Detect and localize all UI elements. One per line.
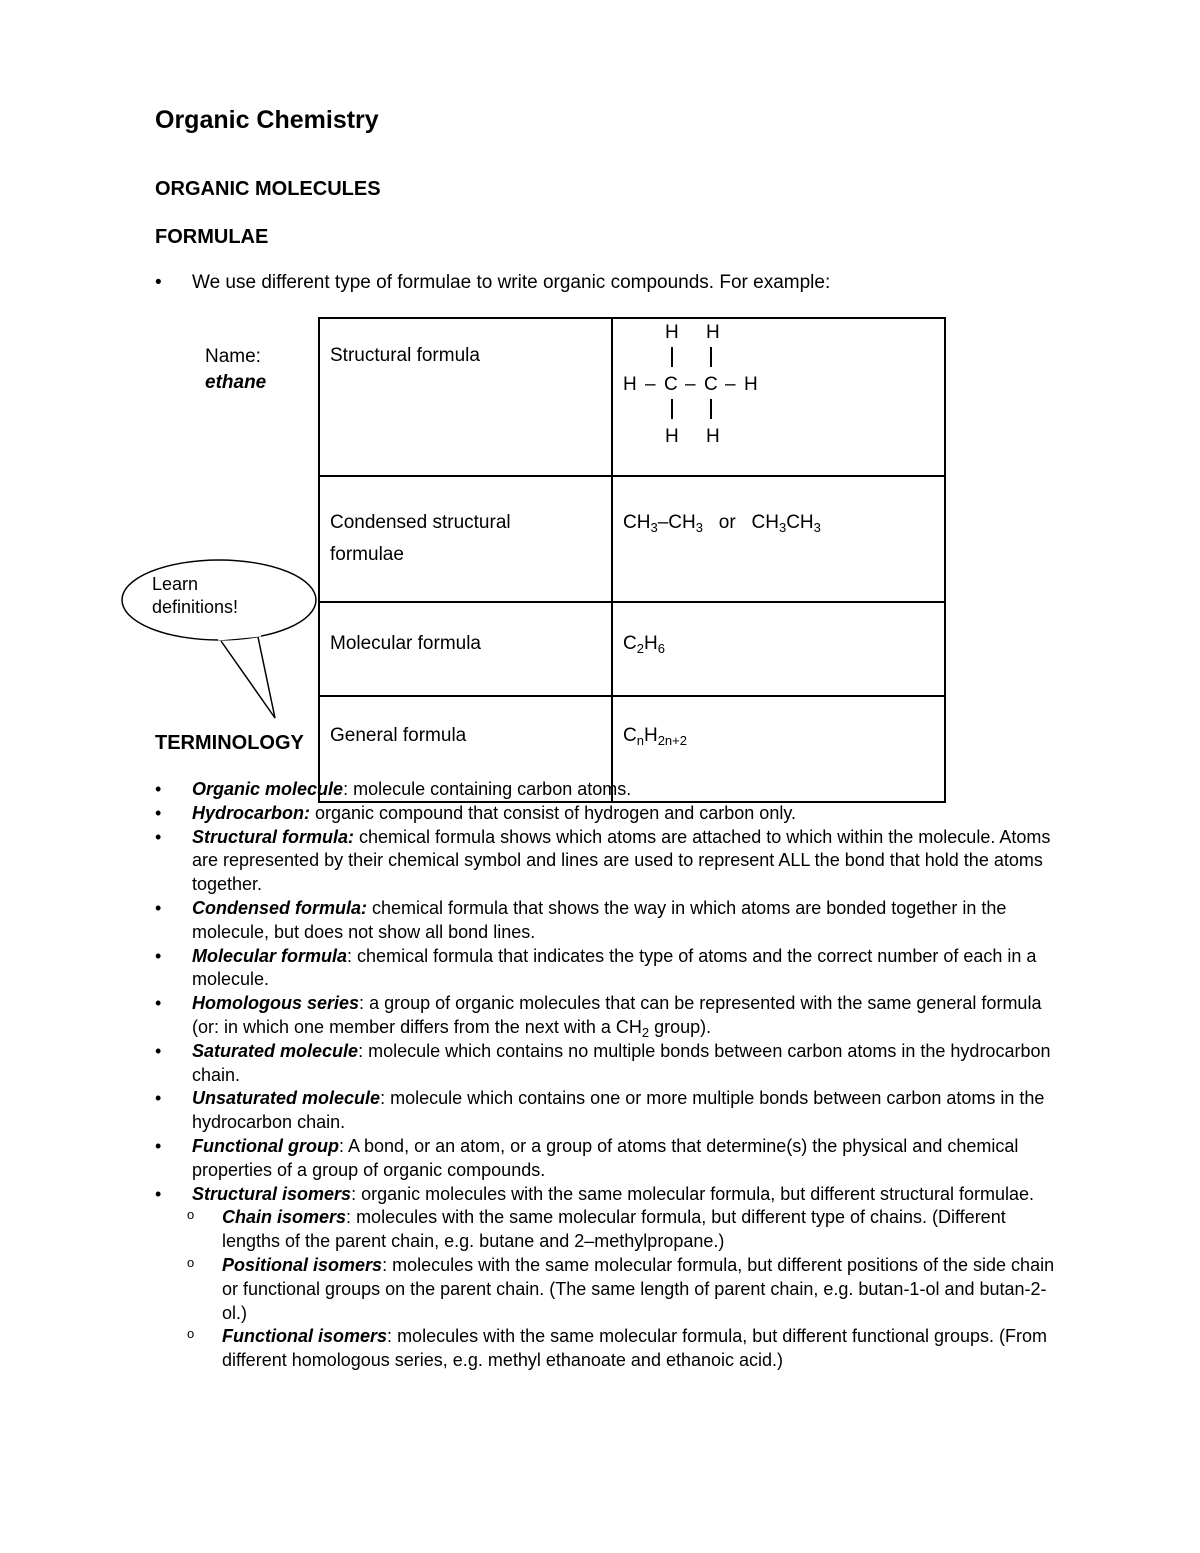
intro-text: We use different type of formulae to write organic compounds. For example:	[192, 272, 831, 293]
term-name: Structural formula:	[192, 826, 355, 847]
circle-bullet-icon: o	[187, 1207, 195, 1223]
subscript: 2	[641, 1024, 650, 1040]
condensed-formula-label	[319, 476, 612, 602]
sub-list-item	[155, 1206, 1055, 1254]
term-definition: molecules with the same molecular formula, but different positions of the side chain or functional groups on the parent chain. (The same length of parent chain, e.g. butan-1-ol and butan-2-ol.)	[222, 1254, 1055, 1323]
bullet-icon: •	[155, 826, 162, 847]
term-name: Positional isomers	[222, 1254, 383, 1275]
list-item	[155, 1135, 1055, 1183]
bubble-line2: definitions!	[152, 597, 239, 617]
term-definition: chemical formula that shows the way in which atoms are bonded together in the molecule, but does not show all bond lines.	[192, 897, 1007, 942]
bullet-icon: •	[155, 945, 162, 966]
atom-c: C	[704, 374, 718, 395]
list-item	[155, 945, 1055, 993]
term-definition: molecules with the same molecular formula, but different type of chains. (Different lengths of the parent chain, e.g. butane and 2–methylpropane.)	[222, 1207, 1006, 1252]
term-definition: A bond, or an atom, or a group of atoms that determine(s) the physical and chemical properties of a group of organic compounds.	[192, 1135, 1019, 1180]
term-definition-end: group).	[649, 1016, 712, 1037]
atom-c: C	[664, 374, 678, 395]
atom-h: H	[744, 374, 758, 395]
condensed-label-line2: formulae	[330, 544, 404, 565]
circle-bullet-icon: o	[187, 1254, 195, 1270]
term-name: Condensed formula:	[192, 897, 368, 918]
term-name: Structural isomers	[192, 1183, 352, 1204]
term-definition: organic molecules with the same molecular formula, but different structural formulae.	[356, 1183, 1035, 1204]
list-item	[155, 826, 1055, 897]
list-item	[155, 1087, 1055, 1135]
term-definition: molecule containing carbon atoms.	[348, 779, 632, 799]
bullet-icon: •	[155, 1135, 162, 1156]
term-definition: chemical formula that indicates the type of atoms and the correct number of each in a molecule.	[192, 945, 1037, 990]
condensed-label-line1: Condensed structural	[330, 512, 511, 533]
compound-name	[205, 344, 266, 396]
page-title: Organic Chemistry	[155, 106, 379, 134]
bond-line	[710, 347, 712, 367]
structural-formula-label: Structural formula	[319, 318, 612, 476]
bond-dash: –	[685, 374, 696, 395]
term-sep: :	[347, 945, 353, 966]
list-item	[155, 992, 1055, 1040]
formula-table	[318, 317, 946, 803]
structural-formula-diagram	[612, 318, 945, 476]
list-item	[155, 897, 1055, 945]
molecular-formula-value: $C_2H_6$	[612, 602, 945, 696]
general-formula-label: General formula	[319, 696, 612, 802]
bullet-icon: •	[155, 1183, 162, 1204]
term-sep: :	[359, 993, 365, 1014]
bullet-icon: •	[155, 1040, 162, 1061]
term-name: Unsaturated molecule	[192, 1088, 381, 1109]
circle-bullet-icon: o	[187, 1326, 195, 1342]
molecular-formula-label: Molecular formula	[319, 602, 612, 696]
list-item	[155, 1183, 1055, 1207]
term-name: Chain isomers	[222, 1207, 347, 1228]
list-item	[155, 778, 1055, 802]
bond-line	[710, 399, 712, 419]
bullet-icon: •	[155, 897, 162, 918]
term-name: Hydrocarbon:	[192, 802, 311, 823]
bullet-icon: •	[155, 272, 162, 293]
section-heading-terminology: TERMINOLOGY	[155, 732, 304, 754]
term-definition: molecule which contains one or more multiple bonds between carbon atoms in the hydrocarbon chain.	[192, 1088, 1045, 1133]
bullet-icon: •	[155, 1088, 162, 1109]
atom-h: H	[665, 426, 679, 447]
term-name: Functional isomers	[222, 1326, 388, 1347]
table-row-condensed	[319, 476, 945, 602]
name-value: ethane	[205, 372, 267, 393]
term-sep: :	[382, 1254, 388, 1275]
term-sep: :	[343, 779, 349, 799]
term-sep: :	[387, 1326, 393, 1347]
bond-dash: –	[645, 374, 656, 395]
bond-line	[671, 399, 673, 419]
sub-list-item	[155, 1254, 1055, 1325]
general-formula-value: $C_nH_{2n+2}$	[612, 696, 945, 802]
section-heading-organic-molecules: ORGANIC MOLECULES	[155, 178, 381, 200]
terminology-list	[155, 778, 1055, 1373]
term-definition: molecule which contains no multiple bonds between carbon atoms in the hydrocarbon chain.	[192, 1040, 1051, 1085]
term-name: Functional group	[192, 1135, 339, 1156]
section-heading-formulae: FORMULAE	[155, 226, 269, 248]
list-item	[155, 802, 1055, 826]
atom-h: H	[623, 374, 637, 395]
speech-bubble-text	[152, 573, 238, 619]
sub-list-item	[155, 1325, 1055, 1373]
list-item	[155, 1040, 1055, 1088]
atom-h: H	[706, 322, 720, 343]
bullet-icon: •	[155, 993, 162, 1014]
term-definition: organic compound that consist of hydrogen and carbon only.	[310, 802, 796, 823]
term-name: Saturated molecule	[192, 1040, 359, 1061]
condensed-formula-value: $CH_3-CH_3$ or $CH_3CH_3$	[612, 476, 945, 602]
bond-dash: –	[725, 374, 736, 395]
bubble-line1: Learn	[152, 574, 199, 594]
term-sep: :	[351, 1183, 357, 1204]
ethane-structure	[613, 319, 943, 451]
atom-h: H	[706, 426, 720, 447]
bullet-icon: •	[155, 779, 162, 799]
name-label: Name:	[205, 346, 261, 367]
table-row-structural	[319, 318, 945, 476]
intro-bullet	[155, 272, 830, 294]
term-name: Homologous series	[192, 993, 360, 1014]
term-definition: a group of organic molecules that can be represented with the same general formula (or: in which one member differs from the next with a CH	[192, 993, 1042, 1037]
term-sep: :	[346, 1207, 352, 1228]
table-row-molecular	[319, 602, 945, 696]
term-name: Organic molecule	[192, 779, 344, 799]
atom-h: H	[665, 322, 679, 343]
bullet-icon: •	[155, 802, 162, 823]
term-sep: :	[338, 1135, 344, 1156]
bond-line	[671, 347, 673, 367]
term-definition: molecules with the same molecular formula, but different functional groups. (From different homologous series, e.g. methyl ethanoate and ethanoic acid.)	[222, 1326, 1048, 1371]
term-definition: chemical formula shows which atoms are attached to which within the molecule. Atoms are represented by their chemical symbol and lines are used to represent ALL the bond that hold the atoms together.	[192, 826, 1051, 895]
term-sep: :	[380, 1088, 386, 1109]
term-sep: :	[358, 1040, 364, 1061]
term-name: Molecular formula	[192, 945, 348, 966]
